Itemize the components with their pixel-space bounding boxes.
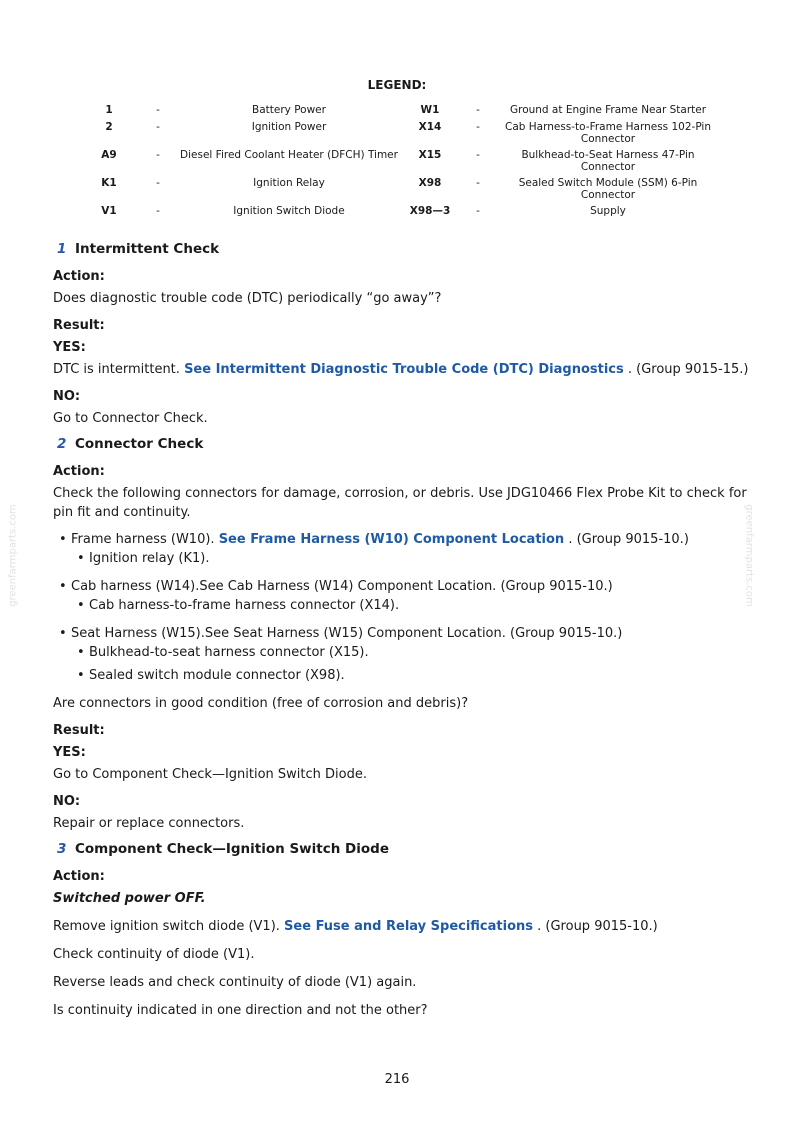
legend-dash: - — [156, 121, 160, 133]
step-number: 1 — [57, 241, 67, 257]
question-text: Are connectors in good condition (free of corrosion and debris)? — [53, 696, 469, 711]
legend-desc: Ignition Switch Diode — [233, 205, 345, 217]
yes-label: YES: — [53, 340, 86, 355]
legend-desc: Ground at Engine Frame Near Starter — [509, 104, 707, 116]
sub-list — [71, 596, 753, 615]
legend-desc: Bulkhead-to-Seat Harness 47-Pin Connector — [521, 149, 695, 173]
legend-desc: Ignition Power — [251, 121, 327, 133]
action-text: Does diagnostic trouble code (DTC) periodically “go away”? — [53, 291, 442, 306]
list-item: • Ignition relay (K1). — [71, 549, 753, 568]
yes-text-post: . (Group 9015-15.) — [623, 362, 749, 377]
no-label: NO: — [53, 794, 81, 809]
legend-title: LEGEND: — [367, 78, 427, 92]
watermark-right: greenfarmparts.com — [743, 504, 755, 607]
legend-row — [80, 149, 720, 177]
list-item — [53, 577, 753, 615]
legend-code: 1 — [105, 104, 113, 116]
legend-dash: - — [476, 149, 480, 161]
legend-dash: - — [156, 104, 160, 116]
list-item: • Sealed switch module connector (X98). — [71, 666, 753, 685]
list-item-text: Frame harness (W10). — [71, 532, 219, 547]
legend-code: X15 — [418, 149, 442, 161]
action-label: Action: — [53, 464, 105, 479]
legend-desc: Battery Power — [252, 104, 326, 116]
legend-code: K1 — [101, 177, 117, 189]
legend-dash: - — [476, 104, 480, 116]
action-text: Check the following connectors for damage, corrosion, or debris. Use JDG10466 Flex Probe Kit to check for pin fit and continuity. — [53, 486, 747, 520]
legend-code: 2 — [105, 121, 113, 133]
yes-text — [53, 360, 753, 379]
legend-desc: Supply — [590, 205, 626, 217]
list-item-text: . (Group 9015-10.) — [564, 532, 689, 547]
legend-table — [80, 104, 720, 222]
instruction-post: . (Group 9015-10.) — [533, 919, 658, 934]
action-label: Action: — [53, 869, 105, 884]
sub-list — [71, 643, 753, 685]
step-3-heading — [53, 838, 753, 861]
instruction-pre: Remove ignition switch diode (V1). — [53, 919, 285, 934]
list-item-text: Seat Harness (W15).See Seat Harness (W15) Component Location. (Group 9015-10.) — [71, 626, 623, 641]
instruction-text: Reverse leads and check continuity of diode (V1) again. — [53, 975, 417, 990]
step-number: 3 — [57, 841, 67, 857]
question-text: Is continuity indicated in one direction and not the other? — [53, 1003, 428, 1018]
legend-dash: - — [156, 149, 160, 161]
yes-label: YES: — [53, 745, 86, 760]
sub-list — [71, 549, 753, 568]
legend-code: X98—3 — [409, 205, 451, 217]
legend-row — [80, 177, 720, 205]
yes-text: Go to Component Check—Ignition Switch Diode. — [53, 767, 367, 782]
list-item: • Bulkhead-to-seat harness connector (X15). — [71, 643, 753, 662]
legend-dash: - — [476, 121, 480, 133]
legend-dash: - — [156, 205, 160, 217]
action-label: Action: — [53, 269, 105, 284]
step-number: 2 — [57, 436, 67, 452]
legend-code: X98 — [418, 177, 442, 189]
instruction-text — [53, 917, 753, 936]
connector-list — [53, 530, 753, 685]
page-number: 216 — [384, 1072, 410, 1087]
step-1-heading — [53, 238, 753, 261]
procedure-body — [53, 238, 753, 1020]
legend-desc: Cab Harness-to-Frame Harness 102-Pin Connector — [504, 121, 711, 145]
step-title: Connector Check — [75, 436, 204, 452]
step-title: Component Check—Ignition Switch Diode — [75, 841, 389, 857]
watermark-left: greenfarmparts.com — [7, 504, 19, 607]
step-2-heading — [53, 433, 753, 456]
legend-dash: - — [476, 177, 480, 189]
legend-desc: Sealed Switch Module (SSM) 6-Pin Connector — [518, 177, 698, 201]
intermittent-dtc-link[interactable]: See Intermittent Diagnostic Trouble Code (DTC) Diagnostics — [184, 362, 624, 377]
step-title: Intermittent Check — [75, 241, 220, 257]
no-label: NO: — [53, 389, 81, 404]
legend-row — [80, 205, 720, 222]
legend-row — [80, 121, 720, 149]
no-text: Go to Connector Check. — [53, 411, 208, 426]
legend-code: V1 — [101, 205, 117, 217]
result-label: Result: — [53, 723, 105, 738]
list-item — [53, 530, 753, 568]
instruction-text: Check continuity of diode (V1). — [53, 947, 255, 962]
fuse-relay-spec-link[interactable]: See Fuse and Relay Specifications — [284, 919, 534, 934]
legend-row — [80, 104, 720, 121]
legend-dash: - — [476, 205, 480, 217]
legend-desc: Ignition Relay — [253, 177, 325, 189]
result-label: Result: — [53, 318, 105, 333]
legend-code: W1 — [420, 104, 440, 116]
legend-code: X14 — [418, 121, 442, 133]
yes-text-pre: DTC is intermittent. — [53, 362, 185, 377]
warning-text: Switched power OFF. — [53, 891, 206, 906]
legend-code: A9 — [101, 149, 117, 161]
legend-desc: Diesel Fired Coolant Heater (DFCH) Timer — [180, 149, 398, 161]
list-item — [53, 624, 753, 685]
legend-dash: - — [156, 177, 160, 189]
list-item: • Cab harness-to-frame harness connector (X14). — [71, 596, 753, 615]
no-text: Repair or replace connectors. — [53, 816, 245, 831]
list-item-text: Cab harness (W14).See Cab Harness (W14) Component Location. (Group 9015-10.) — [71, 579, 613, 594]
frame-harness-link[interactable]: See Frame Harness (W10) Component Location — [218, 532, 565, 547]
